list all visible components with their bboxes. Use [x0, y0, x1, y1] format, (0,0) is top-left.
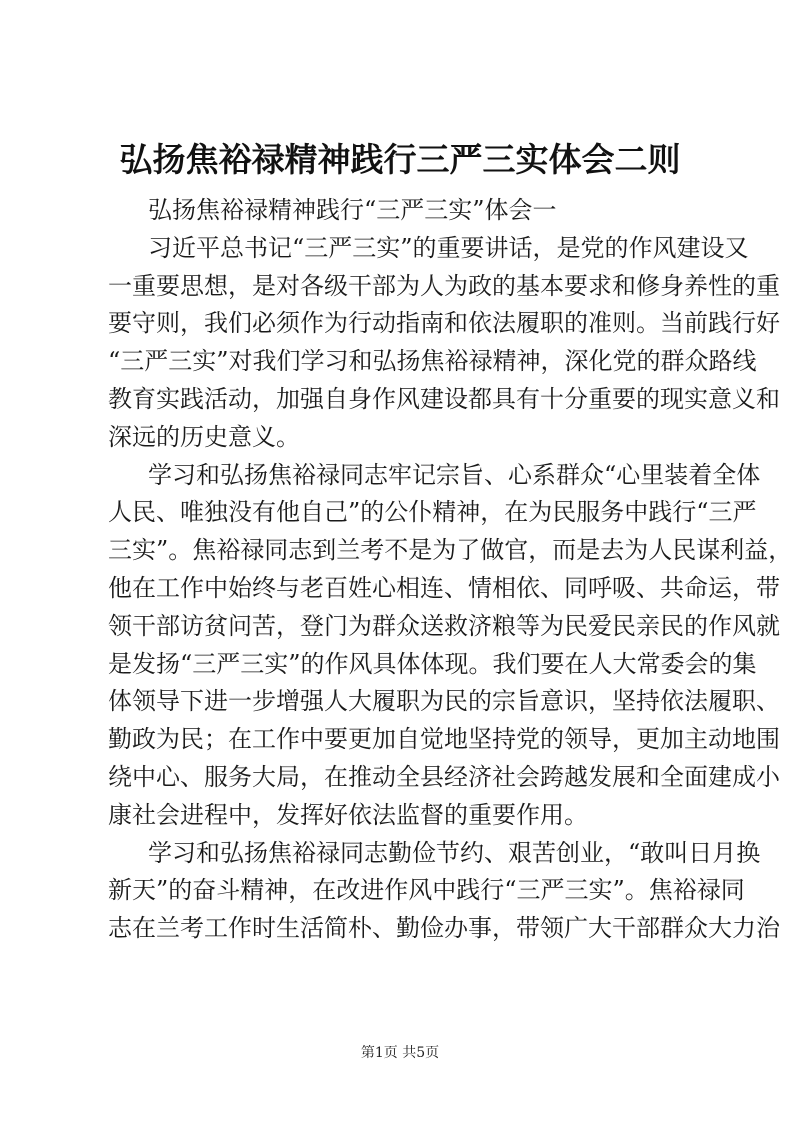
document-title: 弘扬焦裕禄精神践行三严三实体会二则 — [119, 140, 681, 179]
text-line: 他在工作中始终与老百姓心相连、情相依、同呼吸、共命运，带 — [108, 573, 780, 602]
text-line: “三严三实”对我们学习和弘扬焦裕禄精神，深化党的群众路线 — [108, 347, 757, 376]
text-line: 教育实践活动，加强自身作风建设都具有十分重要的现实意义和 — [108, 384, 780, 413]
text-line: 志在兰考工作时生活简朴、勤俭办事，带领广大干部群众大力治 — [108, 914, 780, 943]
paragraph — [108, 230, 780, 457]
paragraphs — [108, 230, 793, 948]
text-line: 三实”。焦裕禄同志到兰考不是为了做官，而是去为人民谋利益， — [108, 536, 793, 565]
subtitle: 弘扬焦裕禄精神践行“三严三实”体会一 — [148, 196, 557, 224]
page-number: 第1页 共5页 — [360, 1045, 440, 1061]
text-line: 习近平总书记“三严三实”的重要讲话，是党的作风建设又 — [148, 233, 749, 262]
text-line: 学习和弘扬焦裕禄同志牢记宗旨、心系群众“心里装着全体 — [148, 460, 761, 489]
text-line: 学习和弘扬焦裕禄同志勤俭节约、艰苦创业，“敢叫日月换 — [148, 838, 761, 867]
text-line: 要守则，我们必须作为行动指南和依法履职的准则。当前践行好 — [108, 309, 780, 338]
text-line: 绕中心、服务大局，在推动全县经济社会跨越发展和全面建成小 — [108, 762, 780, 791]
text-line: 是发扬“三严三实”的作风具体体现。我们要在人大常委会的集 — [108, 649, 757, 678]
text-line: 勤政为民；在工作中要更加自觉地坚持党的领导，更加主动地围 — [108, 725, 780, 754]
paragraph — [108, 457, 793, 835]
paragraph — [108, 835, 780, 948]
text-line: 新天”的奋斗精神，在改进作风中践行“三严三实”。焦裕禄同 — [108, 876, 745, 905]
text-line: 康社会进程中，发挥好依法监督的重要作用。 — [108, 800, 588, 829]
text-line: 深远的历史意义。 — [108, 422, 300, 451]
text-line: 人民、唯独没有他自己”的公仆精神，在为民服务中践行“三严 — [108, 498, 757, 527]
document-body — [108, 192, 793, 948]
text-line: 领干部访贫问苦，登门为群众送救济粮等为民爱民亲民的作风就 — [108, 611, 780, 640]
text-line: 一重要思想，是对各级干部为人为政的基本要求和修身养性的重 — [108, 271, 780, 300]
text-line: 体领导下进一步增强人大履职为民的宗旨意识，坚持依法履职、 — [108, 687, 780, 716]
